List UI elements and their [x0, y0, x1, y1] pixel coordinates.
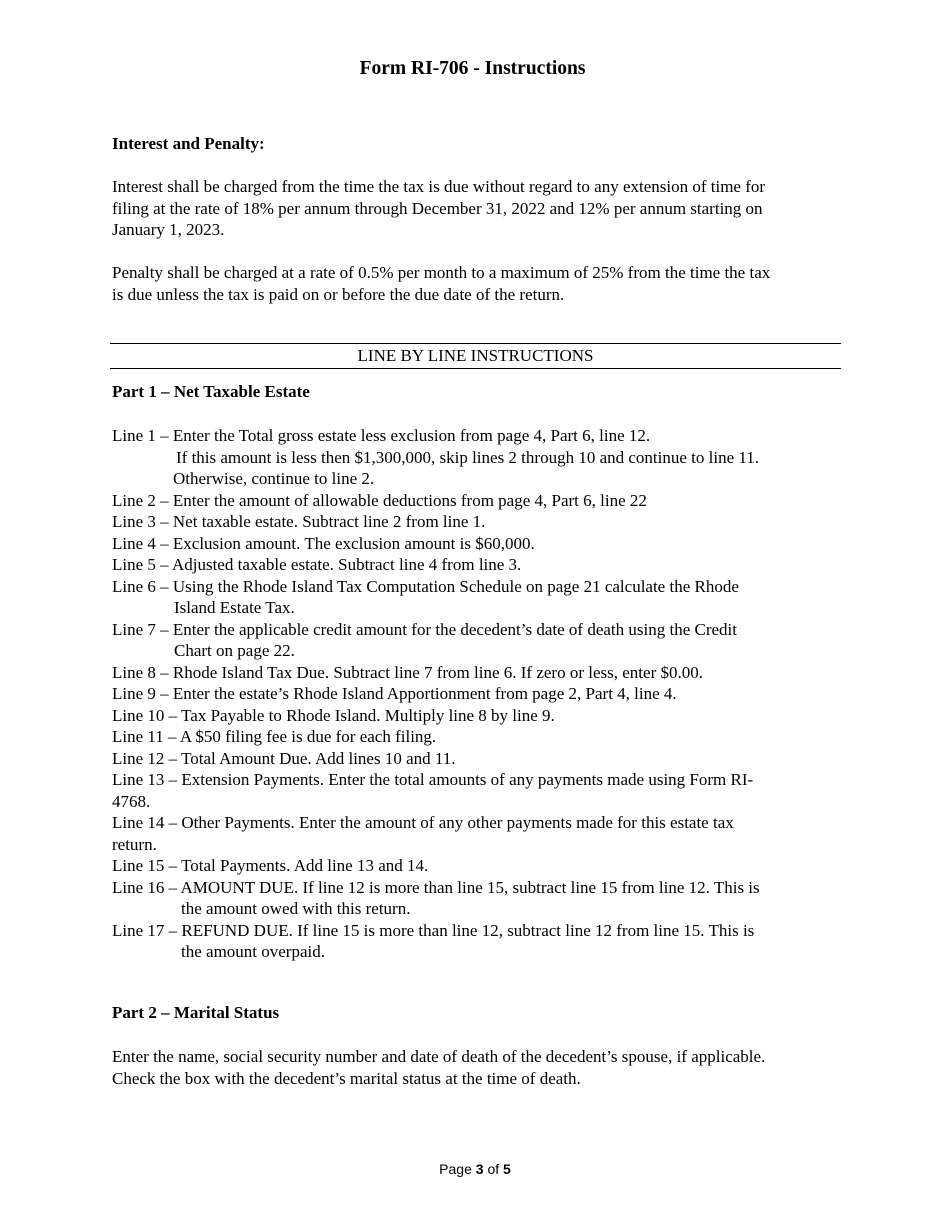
line-17-cont: the amount overpaid.: [181, 942, 325, 961]
line-17: Line 17 – REFUND DUE. If line 15 is more than line 12, subtract line 12 from line 15. This is: [112, 920, 755, 940]
line-16: Line 16 – AMOUNT DUE. If line 12 is more than line 15, subtract line 15 from line 12. This is: [112, 877, 760, 897]
line-7: Line 7 – Enter the applicable credit amount for the decedent’s date of death using the Credit: [112, 619, 737, 639]
line-12: Line 12 – Total Amount Due. Add lines 10 and 11.: [112, 748, 456, 768]
interest-line-1: Interest shall be charged from the time the tax is due without regard to any extension of time for: [112, 177, 766, 196]
penalty-paragraph: [112, 262, 840, 305]
line-7-cont: Chart on page 22.: [174, 641, 295, 660]
line-6: Line 6 – Using the Rhode Island Tax Computation Schedule on page 21 calculate the Rhode: [112, 576, 739, 596]
line-9: Line 9 – Enter the estate’s Rhode Island Apportionment from page 2, Part 4, line 4.: [112, 684, 677, 703]
line-11: Line 11 – A $50 filing fee is due for each filing.: [112, 727, 437, 746]
interest-line-2: filing at the rate of 18% per annum through December 31, 2022 and 12% per annum starting on: [112, 198, 763, 218]
part2-line-1: Enter the name, social security number and date of death of the decedent’s spouse, if applicable.: [112, 1047, 766, 1066]
part1-heading: Part 1 – Net Taxable Estate: [112, 382, 310, 401]
line-15: Line 15 – Total Payments. Add line 13 and 14.: [112, 856, 429, 875]
penalty-line-1: Penalty shall be charged at a rate of 0.5% per month to a maximum of 25% from the time the tax: [112, 263, 771, 282]
interest-paragraph: [112, 176, 840, 241]
page-prefix: Page: [439, 1161, 476, 1177]
line-8: Line 8 – Rhode Island Tax Due. Subtract line 7 from line 6. If zero or less, enter $0.00.: [112, 662, 703, 682]
line-13: Line 13 – Extension Payments. Enter the total amounts of any payments made using Form RI-: [112, 770, 754, 789]
line-16-cont: the amount owed with this return.: [181, 899, 411, 918]
page-title: Form RI-706 - Instructions: [359, 58, 586, 79]
total-pages: 5: [503, 1161, 511, 1177]
line-14: Line 14 – Other Payments. Enter the amount of any other payments made for this estate tax: [112, 813, 734, 832]
line-10: Line 10 – Tax Payable to Rhode Island. Multiply line 8 by line 9.: [112, 705, 555, 725]
line-2: Line 2 – Enter the amount of allowable deductions from page 4, Part 6, line 22: [112, 490, 647, 510]
interest-line-3: January 1, 2023.: [112, 220, 225, 239]
part2-paragraph: [112, 1046, 840, 1089]
line-instructions-list: [112, 425, 840, 963]
page-of: of: [483, 1161, 504, 1177]
penalty-line-2: is due unless the tax is paid on or before the due date of the return.: [112, 284, 565, 304]
line-14-cont: return.: [112, 834, 157, 854]
current-page: 3: [475, 1161, 484, 1177]
page-number: [0, 1160, 950, 1178]
line-6-cont: Island Estate Tax.: [174, 598, 295, 617]
line-5: Line 5 – Adjusted taxable estate. Subtract line 4 from line 3.: [112, 555, 522, 574]
interest-penalty-heading: Interest and Penalty:: [112, 134, 265, 153]
line-13-cont: 4768.: [112, 791, 151, 811]
section-bar: LINE BY LINE INSTRUCTIONS: [110, 343, 841, 369]
line-4: Line 4 – Exclusion amount. The exclusion amount is $60,000.: [112, 533, 535, 553]
part2-heading: Part 2 – Marital Status: [112, 1003, 280, 1022]
line-1: Line 1 – Enter the Total gross estate less exclusion from page 4, Part 6, line 12.: [112, 426, 651, 445]
line-3: Line 3 – Net taxable estate. Subtract line 2 from line 1.: [112, 512, 486, 531]
line-1-cont-1: If this amount is less then $1,300,000, skip lines 2 through 10 and continue to line 11.: [176, 447, 759, 467]
part2-line-2: Check the box with the decedent’s marital status at the time of death.: [112, 1068, 581, 1088]
line-1-cont-2: Otherwise, continue to line 2.: [173, 469, 375, 488]
